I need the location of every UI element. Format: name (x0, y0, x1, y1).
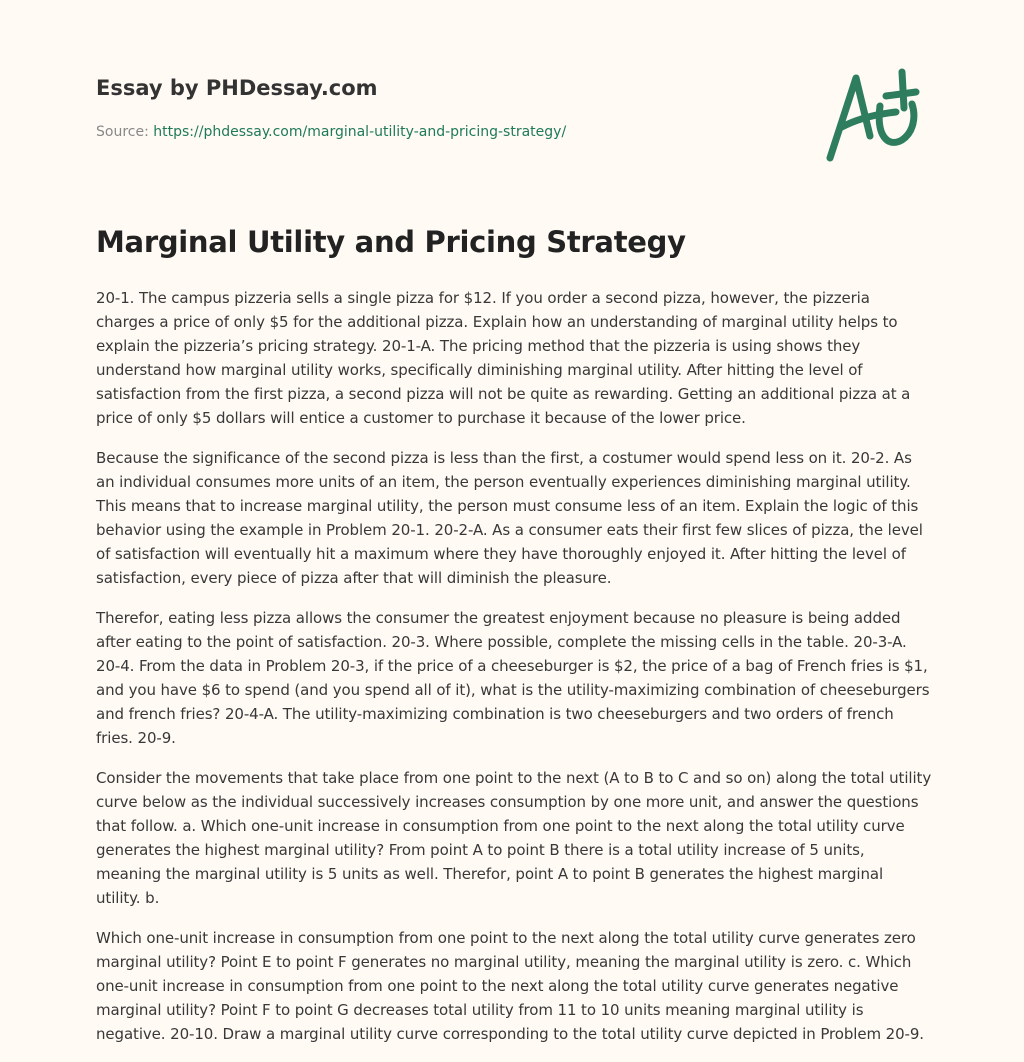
paragraph: Because the significance of the second pizza is less than the first, a costumer would spend less on it. 20-2. As an individual consumes more units of an item, the person eventually experiences diminishing marginal utility. This means that to increase marginal utility, the person must consume less of an item. Explain the logic of this behavior using the example in Problem 20-1. 20-2-A. As a consumer eats their first few slices of pizza, the level of satisfaction will eventually hit a maximum where they have thoroughly enjoyed it. After hitting the level of satisfaction, every piece of pizza after that will diminish the pleasure. (96, 449, 923, 587)
source-label: Source: (96, 124, 149, 140)
source-link[interactable]: https://phdessay.com/marginal-utility-and-pricing-strategy/ (153, 124, 567, 140)
paragraph: Which one-unit increase in consumption from one point to the next along the total utility curve generates zero marginal utility? Point E to point F generates no marginal utility, meaning the marginal utility is zero. c. Which one-unit increase in consumption from one point to the next along the total utility curve generates negative marginal utility? Point F to point G decreases total utility from 11 to 10 units meaning marginal utility is negative. 20-10. Draw a marginal utility curve corresponding to the total utility curve depicted in Problem 20-9. (96, 929, 924, 1043)
source-line (96, 124, 566, 140)
paragraph: Consider the movements that take place from one point to the next (A to B to C and so on) along the total utility curve below as the individual successively increases consumption by one more unit, and answer the questions that follow. a. Which one-unit increase in consumption from one point to the next along the total utility curve generates the highest marginal utility? From point A to point B there is a total utility increase of 5 units, meaning the marginal utility is 5 units as well. Therefor, point A to point B generates the highest marginal utility. b. (96, 769, 932, 907)
article-body (96, 286, 932, 1062)
a-plus-logo-icon (818, 66, 930, 166)
article-title: Marginal Utility and Pricing Strategy (96, 225, 686, 259)
paragraph: 20-1. The campus pizzeria sells a single pizza for $12. If you order a second pizza, however, the pizzeria charges a price of only $5 for the additional pizza. Explain how an understanding of marginal utility helps to explain the pizzeria’s pricing strategy. 20-1-A. The pricing method that the pizzeria is using shows they understand how marginal utility works, specifically diminishing marginal utility. After hitting the level of satisfaction from the first pizza, a second pizza will not be quite as rewarding. Getting an additional pizza at a price of only $5 dollars will entice a customer to purchase it because of the lower price. (96, 289, 911, 427)
site-title: Essay by PHDessay.com (96, 76, 378, 100)
paragraph: Therefor, eating less pizza allows the consumer the greatest enjoyment because no pleasure is being added after eating to the point of satisfaction. 20-3. Where possible, complete the missing cells in the table. 20-3-A. 20-4. From the data in Problem 20-3, if the price of a cheeseburger is $2, the price of a bag of French fries is $1, and you have $6 to spend (and you spend all of it), what is the utility-maximizing combination of cheeseburgers and french fries? 20-4-A. The utility-maximizing combination is two cheeseburgers and two orders of french fries. 20-9. (96, 609, 930, 747)
